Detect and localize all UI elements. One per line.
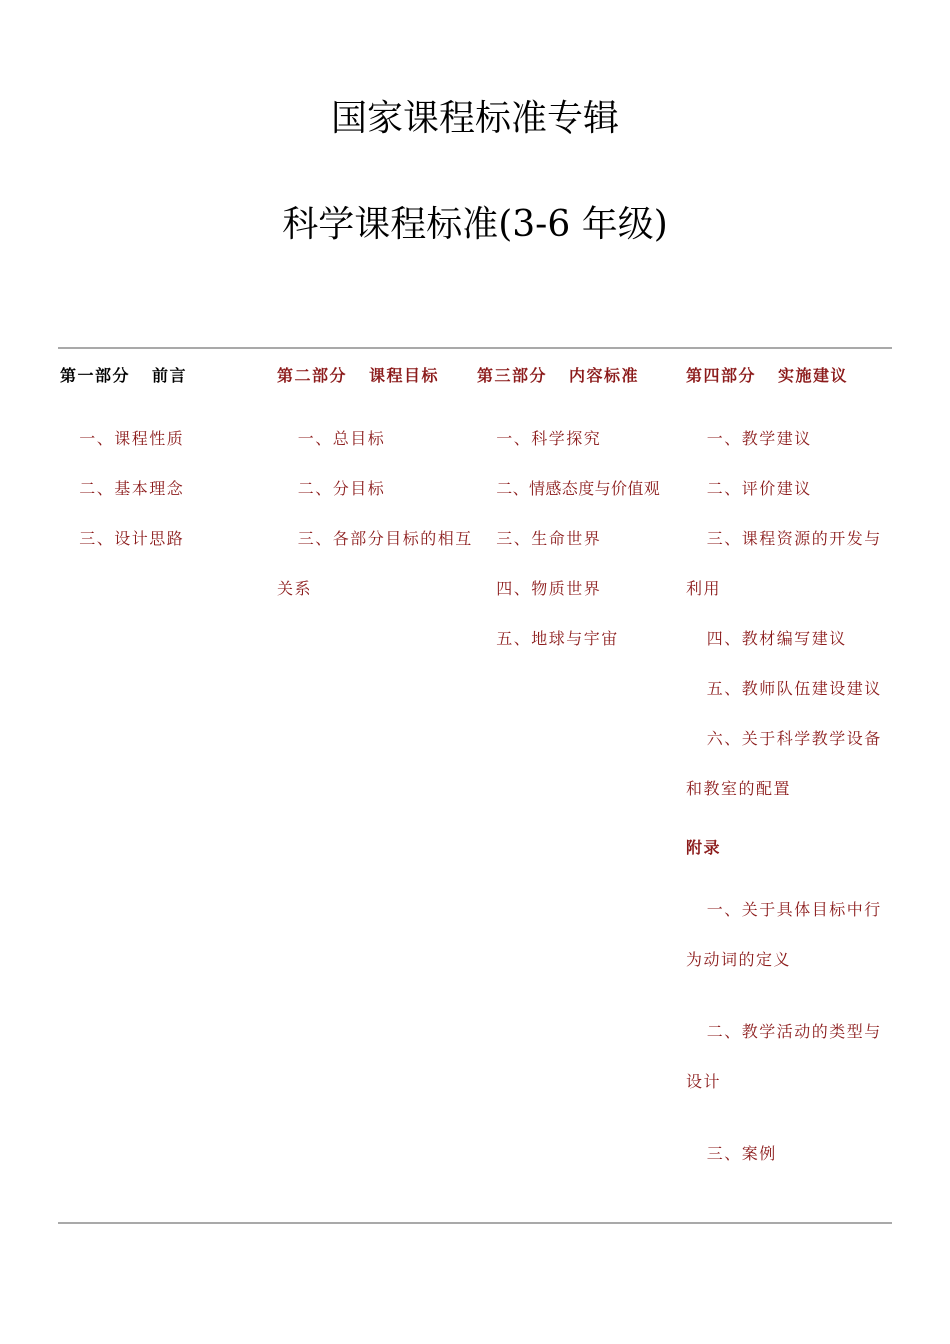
part-3-name: 内容标准 bbox=[569, 366, 640, 385]
toc-link[interactable]: 二、评价建议 bbox=[706, 479, 812, 498]
part-2-name: 课程目标 bbox=[369, 366, 440, 385]
toc-link[interactable]: 一、课程性质 bbox=[79, 429, 185, 448]
part-4-label: 第四部分 bbox=[686, 366, 757, 385]
toc-link[interactable]: 五、教师队伍建设建议 bbox=[706, 679, 882, 698]
toc-link[interactable]: 四、物质世界 bbox=[496, 579, 602, 598]
toc-link[interactable]: 三、案例 bbox=[706, 1144, 777, 1163]
toc-link[interactable]: 二、基本理念 bbox=[79, 479, 185, 498]
toc-link[interactable]: 六、关于科学教学设备和教室的配置 bbox=[686, 729, 882, 798]
top-divider bbox=[58, 347, 892, 349]
toc-link[interactable]: 三、生命世界 bbox=[496, 529, 602, 548]
toc-link[interactable]: 三、各部分目标的相互关系 bbox=[277, 529, 473, 598]
series-title: 国家课程标准专辑 bbox=[330, 98, 619, 139]
toc-link[interactable]: 二、情感态度与价值观 bbox=[496, 479, 661, 498]
document-title: 科学课程标准(3-6 年级) bbox=[282, 204, 668, 245]
appendix-heading[interactable]: 附录 bbox=[686, 838, 722, 857]
part-1-heading[interactable] bbox=[60, 364, 260, 388]
toc-link[interactable]: 一、关于具体目标中行为动词的定义 bbox=[686, 900, 882, 969]
toc-link[interactable]: 三、设计思路 bbox=[79, 529, 185, 548]
part-1-name: 前言 bbox=[152, 366, 188, 385]
toc-link[interactable]: 五、地球与宇宙 bbox=[496, 629, 619, 648]
toc-link[interactable]: 一、总目标 bbox=[297, 429, 386, 448]
toc-column-part-4 bbox=[686, 364, 894, 1201]
toc-link[interactable]: 一、科学探究 bbox=[496, 429, 602, 448]
bottom-divider bbox=[58, 1222, 892, 1224]
part-1-label: 第一部分 bbox=[60, 366, 131, 385]
toc-link[interactable]: 一、教学建议 bbox=[706, 429, 812, 448]
toc-column-part-3 bbox=[477, 364, 687, 664]
toc-link[interactable]: 四、教材编写建议 bbox=[706, 629, 847, 648]
toc-link[interactable]: 二、分目标 bbox=[297, 479, 386, 498]
toc-column-part-1 bbox=[60, 364, 260, 564]
part-3-heading[interactable] bbox=[477, 364, 687, 388]
part-4-heading[interactable] bbox=[686, 364, 894, 388]
toc-column-part-2 bbox=[277, 364, 477, 614]
toc-link[interactable]: 三、课程资源的开发与利用 bbox=[686, 529, 882, 598]
part-4-name: 实施建议 bbox=[778, 366, 849, 385]
toc-link[interactable]: 二、教学活动的类型与设计 bbox=[686, 1022, 882, 1091]
part-2-heading[interactable] bbox=[277, 364, 477, 388]
part-2-label: 第二部分 bbox=[277, 366, 348, 385]
part-3-label: 第三部分 bbox=[477, 366, 548, 385]
